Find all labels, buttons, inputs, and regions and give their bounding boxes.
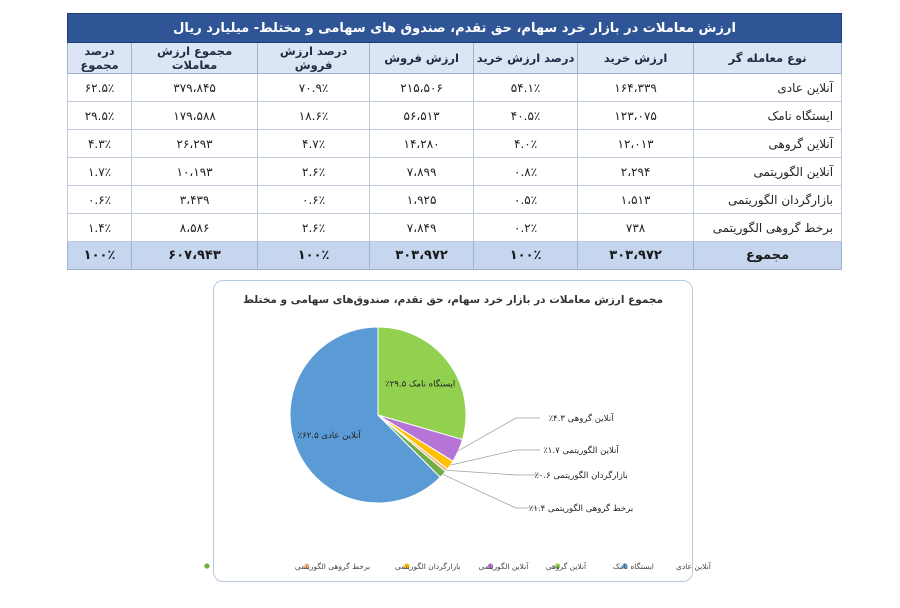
trade-value-table-container [67, 13, 841, 270]
cell-total-sell-value: ۳۰۳،۹۷۲ [370, 242, 474, 270]
cell-total-percent: ۴.۳٪ [68, 130, 132, 158]
cell-buy-percent: ۵۴.۱٪ [474, 74, 578, 102]
cell-trader-type: ایستگاه نامک [694, 102, 842, 130]
cell-sell-percent: ۰.۶٪ [258, 186, 370, 214]
cell-total-value: ۳۷۹،۸۴۵ [132, 74, 258, 102]
cell-total-percent: ۱.۴٪ [68, 214, 132, 242]
leader-line-6 [443, 474, 540, 508]
cell-sell-value: ۵۶،۵۱۳ [370, 102, 474, 130]
data-label-5: بازارگردان الگوریتمی ۰.۶٪ [534, 471, 628, 481]
table-row [68, 102, 842, 130]
table-row [68, 74, 842, 102]
cell-sell-value: ۷،۸۴۹ [370, 214, 474, 242]
cell-buy-value: ۲،۲۹۴ [578, 158, 694, 186]
cell-buy-value: ۱۲۳،۰۷۵ [578, 102, 694, 130]
cell-buy-percent: ۰.۵٪ [474, 186, 578, 214]
col-header-total-percent: درصد مجموع [68, 43, 132, 74]
cell-sell-value: ۷،۸۹۹ [370, 158, 474, 186]
cell-total-percent: ۰.۶٪ [68, 186, 132, 214]
trade-value-table [67, 13, 842, 270]
cell-total-value: ۳،۴۳۹ [132, 186, 258, 214]
cell-grand-total-percent: ۱۰۰٪ [68, 242, 132, 270]
cell-grand-total-value: ۶۰۷،۹۴۳ [132, 242, 258, 270]
cell-sell-value: ۱،۹۲۵ [370, 186, 474, 214]
table-row [68, 130, 842, 158]
cell-total-value: ۲۶،۲۹۳ [132, 130, 258, 158]
cell-buy-percent: ۰.۸٪ [474, 158, 578, 186]
cell-trader-type: برخط گروهی الگوریتمی [694, 214, 842, 242]
table-title: ارزش معاملات در بازار خرد سهام، حق تقدم، صندوق های سهامی و مختلط- میلیارد ریال [68, 14, 842, 43]
col-header-buy-percent: درصد ارزش خرید [474, 43, 578, 74]
cell-buy-percent: ۴.۰٪ [474, 130, 578, 158]
legend-label-4: آنلاین الگوریتمی [478, 562, 529, 571]
cell-trader-type: آنلاین گروهی [694, 130, 842, 158]
cell-total-value: ۱۰،۱۹۳ [132, 158, 258, 186]
cell-buy-percent: ۰.۲٪ [474, 214, 578, 242]
cell-total-label: مجموع [694, 242, 842, 270]
table-header-row [68, 43, 842, 74]
cell-total-value: ۸،۵۸۶ [132, 214, 258, 242]
table-row [68, 158, 842, 186]
legend-label-3: آنلاین گروهی [545, 562, 587, 571]
cell-trader-type: آنلاین عادی [694, 74, 842, 102]
cell-buy-value: ۱۶۴،۳۳۹ [578, 74, 694, 102]
data-label-3: آنلاین گروهی ۴.۳٪ [548, 414, 614, 424]
data-label-1: آنلاین عادی ۶۲.۵٪ [297, 431, 361, 442]
col-header-sell-value: ارزش فروش [370, 43, 474, 74]
cell-total-percent: ۱.۷٪ [68, 158, 132, 186]
data-label-4: آنلاین الگوریتمی ۱.۷٪ [543, 446, 619, 456]
col-header-buy-value: ارزش خرید [578, 43, 694, 74]
pie-chart [214, 281, 711, 581]
col-header-trader-type: نوع معامله گر [694, 43, 842, 74]
leader-line-4 [450, 450, 540, 465]
cell-buy-percent: ۴۰.۵٪ [474, 102, 578, 130]
table-title-row [68, 14, 842, 43]
cell-sell-percent: ۲.۶٪ [258, 214, 370, 242]
cell-buy-value: ۷۳۸ [578, 214, 694, 242]
cell-total-buy-percent: ۱۰۰٪ [474, 242, 578, 270]
chart-title: مجموع ارزش معاملات در بازار خرد سهام، حق تقدم، صندوق‌های سهامی و مختلط [243, 294, 663, 306]
cell-total-sell-percent: ۱۰۰٪ [258, 242, 370, 270]
col-header-total-value: مجموع ارزش معاملات [132, 43, 258, 74]
leader-line-5 [447, 470, 540, 475]
legend-marker-6 [204, 563, 209, 568]
cell-trader-type: بازارگردان الگوریتمی [694, 186, 842, 214]
table-total-row [68, 242, 842, 270]
cell-sell-value: ۲۱۵،۵۰۶ [370, 74, 474, 102]
cell-sell-percent: ۲.۶٪ [258, 158, 370, 186]
cell-sell-percent: ۴.۷٪ [258, 130, 370, 158]
col-header-sell-percent: درصد ارزش فروش [258, 43, 370, 74]
pie-chart-panel [213, 280, 711, 582]
cell-sell-value: ۱۴،۲۸۰ [370, 130, 474, 158]
cell-buy-value: ۱،۵۱۳ [578, 186, 694, 214]
cell-buy-value: ۱۲،۰۱۳ [578, 130, 694, 158]
cell-total-percent: ۲۹.۵٪ [68, 102, 132, 130]
cell-trader-type: آنلاین الگوریتمی [694, 158, 842, 186]
legend-label-5: بازارگردان الگوریتمی [394, 562, 461, 571]
cell-sell-percent: ۱۸.۶٪ [258, 102, 370, 130]
table-row [68, 186, 842, 214]
cell-total-buy-value: ۳۰۳،۹۷۲ [578, 242, 694, 270]
legend-label-1: آنلاین عادی [676, 562, 711, 571]
cell-total-value: ۱۷۹،۵۸۸ [132, 102, 258, 130]
data-label-6: برخط گروهی الگوریتمی ۱.۴٪ [528, 504, 634, 514]
cell-sell-percent: ۷۰.۹٪ [258, 74, 370, 102]
legend-label-2: ایستگاه نامک [612, 562, 654, 571]
table-row [68, 214, 842, 242]
leader-line-3 [458, 418, 540, 451]
data-label-2: ایستگاه نامک ۲۹.۵٪ [385, 379, 456, 390]
legend-label-6: برخط گروهی الگوریتمی [294, 562, 371, 571]
cell-total-percent: ۶۲.۵٪ [68, 74, 132, 102]
